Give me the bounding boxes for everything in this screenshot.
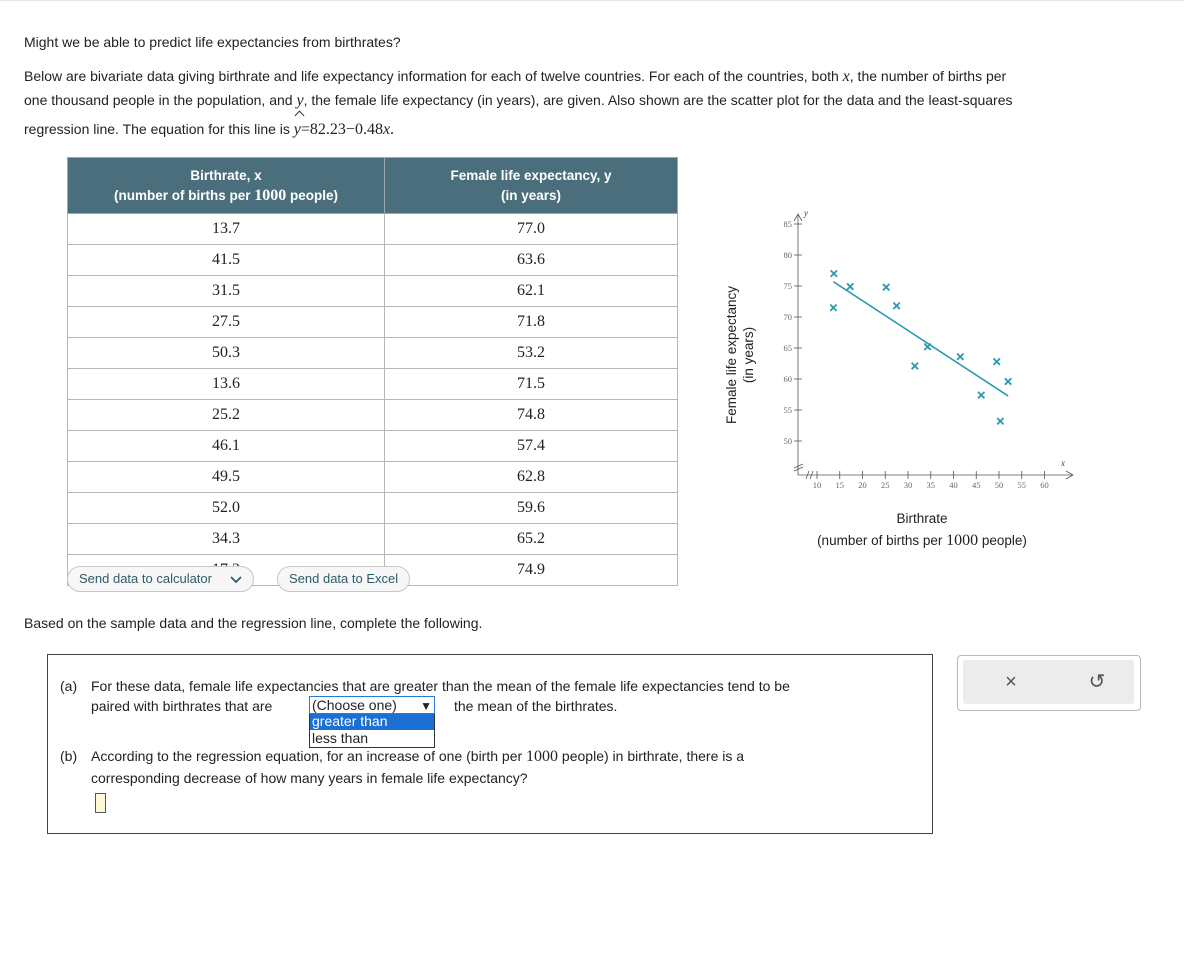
data-point [830, 305, 836, 311]
x-axis-symbol: x [1061, 458, 1065, 468]
part-b-label: (b) [60, 748, 78, 764]
data-point [994, 358, 1000, 364]
data-point [1005, 378, 1011, 384]
regression-equation: y=82.23−0.48x. [294, 121, 394, 138]
y-axis-label: Female life expectancy [724, 285, 739, 425]
data-point [978, 392, 984, 398]
y-tick-label: 55 [783, 405, 792, 415]
data-point [831, 270, 837, 276]
y-tick-label: 80 [783, 250, 792, 260]
data-table [67, 157, 678, 586]
table-row [68, 307, 678, 338]
send-to-excel-button[interactable]: Send data to Excel [277, 566, 410, 592]
data-point [997, 418, 1003, 424]
x-tick-label: 55 [1017, 480, 1026, 490]
y-tick-label: 65 [783, 343, 792, 353]
data-point [924, 344, 930, 350]
chevron-down-icon [230, 568, 242, 592]
data-point [893, 303, 899, 309]
intro-question: Might we be able to predict life expectancies from birthrates? [24, 34, 401, 50]
instructions-text: Based on the sample data and the regression line, complete the following. [24, 615, 483, 631]
life-expectancy-cell: 77.0 [385, 214, 678, 245]
life-expectancy-cell: 63.6 [385, 245, 678, 276]
question-box: (a) For these data, female life expectancies that are greater than the mean of the female life expectancies tend to be paired with birthrates that are the mean of the birthrates. (Choose one) ▼ greater than less than (b) According to the regression equation, for an increase of one (birth per 1000 people) in birthrate, there is a corresponding decrease of how many years in female life expectancy? [47, 654, 933, 834]
table-row [68, 524, 678, 555]
y-axis-label-units: (in years) [741, 326, 756, 384]
x-tick-label: 45 [972, 480, 981, 490]
table-header-birthrate: Birthrate, x (number of births per 1000 people) [68, 158, 385, 214]
x-tick-label: 10 [812, 480, 822, 490]
table-row [68, 276, 678, 307]
y-tick-label: 50 [783, 436, 792, 446]
table-row [68, 493, 678, 524]
birthrate-cell: 13.6 [68, 369, 385, 400]
life-expectancy-cell: 62.8 [385, 462, 678, 493]
y-tick-label: 75 [783, 281, 792, 291]
answer-tools [957, 655, 1141, 711]
x-tick-label: 50 [994, 480, 1004, 490]
x-tick-label: 30 [903, 480, 913, 490]
select-current[interactable]: (Choose one) ▼ [309, 696, 435, 714]
life-expectancy-cell: 71.5 [385, 369, 678, 400]
data-point [847, 283, 853, 289]
data-point [883, 284, 889, 290]
intro-paragraph-line3: regression line. The equation for this line is y=82.23−0.48x. [24, 117, 1174, 142]
life-expectancy-cell: 53.2 [385, 338, 678, 369]
birthrate-cell: 46.1 [68, 431, 385, 462]
x-tick-label: 20 [858, 480, 867, 490]
x-axis-label-units: (number of births per 1000 people) [817, 532, 1027, 549]
life-expectancy-cell: 71.8 [385, 307, 678, 338]
birthrate-cell: 34.3 [68, 524, 385, 555]
data-point [957, 353, 963, 359]
answer-input[interactable] [95, 793, 106, 813]
var-x: x [842, 68, 850, 85]
comparison-select[interactable] [309, 696, 435, 748]
life-expectancy-cell: 65.2 [385, 524, 678, 555]
birthrate-cell: 13.7 [68, 214, 385, 245]
var-y: y [296, 92, 304, 109]
table-header-life-expectancy: Female life expectancy, y (in years) [385, 158, 678, 214]
scatter-plot [700, 200, 1120, 560]
x-tick-label: 60 [1040, 480, 1049, 490]
life-expectancy-cell: 59.6 [385, 493, 678, 524]
birthrate-cell: 41.5 [68, 245, 385, 276]
intro-paragraph-line2: one thousand people in the population, and y, the female life expectancy (in years), are given. Also shown are the scatter plot for the data and the least-squares [24, 92, 1013, 109]
birthrate-cell: 27.5 [68, 307, 385, 338]
life-expectancy-cell: 62.1 [385, 276, 678, 307]
dropdown-triangle-icon: ▼ [420, 699, 432, 713]
table-row [68, 245, 678, 276]
x-tick-label: 25 [881, 480, 890, 490]
clear-icon[interactable]: × [1005, 671, 1017, 693]
x-tick-label: 15 [835, 480, 844, 490]
y-tick-label: 70 [783, 312, 792, 322]
undo-icon[interactable]: ↺ [1088, 671, 1106, 693]
part-a-label: (a) [60, 678, 78, 694]
birthrate-cell: 49.5 [68, 462, 385, 493]
table-row [68, 214, 678, 245]
option-greater-than[interactable]: greater than [310, 713, 434, 730]
birthrate-cell: 52.0 [68, 493, 385, 524]
y-tick-label: 60 [783, 374, 792, 384]
x-axis-label: Birthrate [896, 511, 948, 526]
birthrate-cell: 25.2 [68, 400, 385, 431]
intro-paragraph: Below are bivariate data giving birthrate and life expectancy information for each of twelve countries. For each of the countries, both x, the number of births per [24, 68, 1007, 85]
top-divider [0, 0, 1184, 1]
table-row [68, 338, 678, 369]
y-axis-break [794, 464, 803, 471]
birthrate-cell: 31.5 [68, 276, 385, 307]
table-row [68, 431, 678, 462]
table-row [68, 462, 678, 493]
birthrate-cell: 50.3 [68, 338, 385, 369]
table-row [68, 369, 678, 400]
table-row [68, 400, 678, 431]
y-axis-symbol: y [804, 208, 808, 218]
life-expectancy-cell: 74.8 [385, 400, 678, 431]
life-expectancy-cell: 57.4 [385, 431, 678, 462]
data-point [912, 363, 918, 369]
send-to-calculator-button[interactable]: Send data to calculator [67, 566, 254, 592]
option-less-than[interactable]: less than [312, 730, 369, 746]
x-tick-label: 40 [949, 480, 958, 490]
x-tick-label: 35 [926, 480, 935, 490]
y-tick-label: 85 [783, 219, 792, 229]
life-expectancy-cell: 74.9 [385, 555, 678, 586]
regression-line [833, 282, 1008, 396]
